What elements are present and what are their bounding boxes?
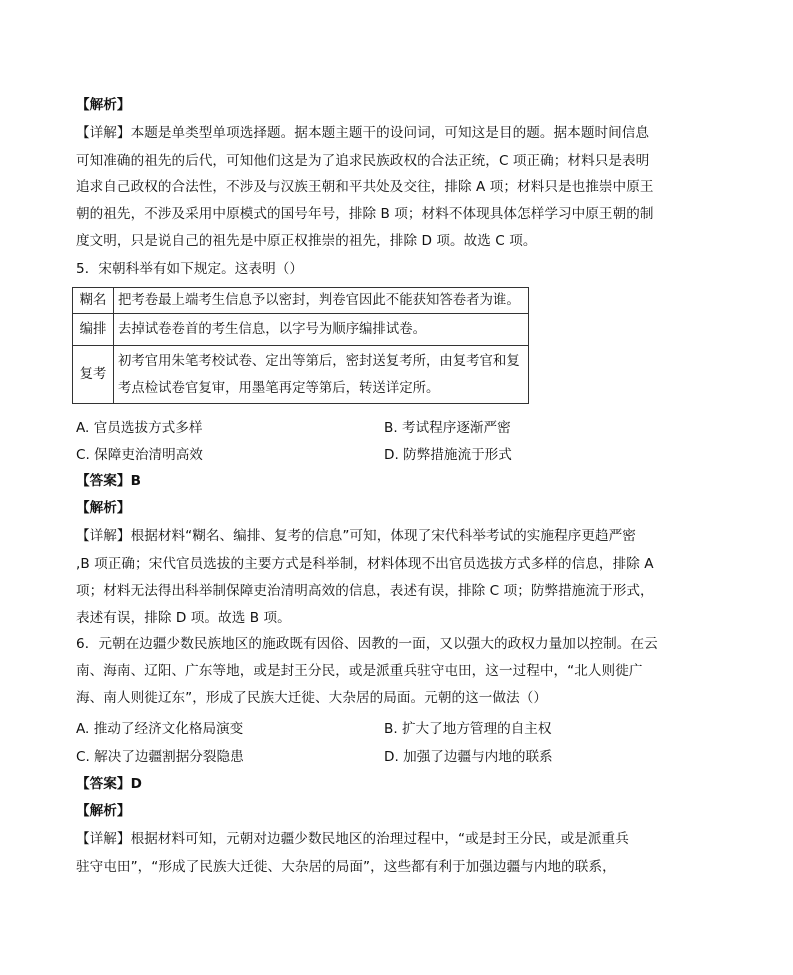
- answer-heading: 【答案】D: [76, 776, 142, 792]
- option-c: C. 解决了边疆割据分裂隐患: [76, 749, 244, 765]
- detail-text-line: 【详解】根据材料可知，元朝对边疆少数民地区的治理过程中，“或是封王分民，或是派重兵: [76, 831, 629, 847]
- detail-text-line: 追求自己政权的合法性，不涉及与汉族王朝和平共处及交往，排除 A 项；材料只是也推崇中原王: [76, 179, 654, 195]
- detail-text-line: 项；材料无法得出科举制保障吏治清明高效的信息，表述有误，排除 C 项；防弊措施流于形式，: [76, 583, 654, 599]
- analysis-heading: 【解析】: [76, 500, 131, 516]
- detail-text-line: 【详解】根据材料“糊名、编排、复考的信息”可知，体现了宋代科举考试的实施程序更趋严密: [76, 528, 636, 544]
- table-value-cell: 初考官用朱笔考校试卷、定出等第后，密封送复考所，由复考官和复考点检试卷官复审，用墨笔再定等第后，转送详定所。: [114, 346, 529, 404]
- question-6-stem: 海、南人则徙辽东”，形成了民族大迁徙、大杂居的局面。元朝的这一做法（）: [76, 690, 547, 706]
- analysis-heading: 【解析】: [76, 97, 131, 113]
- option-a: A. 官员选拔方式多样: [76, 420, 203, 436]
- detail-text-line: 朝的祖先，不涉及采用中原模式的国号年号，排除 B 项；材料不体现具体怎样学习中原王朝的制: [76, 206, 654, 222]
- option-c: C. 保障吏治清明高效: [76, 447, 203, 463]
- table-value-cell: 把考卷最上端考生信息予以密封，判卷官因此不能获知答卷者为谁。: [114, 288, 529, 314]
- detail-text-line: 可知准确的祖先的后代，可知他们这是为了追求民族政权的合法正统，C 项正确；材料只是表明: [76, 153, 650, 169]
- table-row: [73, 288, 529, 314]
- question-5-stem: 5．宋朝科举有如下规定。这表明（）: [76, 261, 303, 277]
- option-d: D. 防弊措施流于形式: [384, 447, 512, 463]
- detail-text-line: 【详解】本题是单类型单项选择题。据本题主题干的设问词，可知这是目的题。据本题时间信息: [76, 125, 650, 141]
- question-6-stem: 6．元朝在边疆少数民族地区的施政既有因俗、因教的一面，又以强大的政权力量加以控制。在云: [76, 636, 658, 652]
- question-6-stem: 南、海南、辽阳、广东等地，或是封王分民，或是派重兵驻守屯田，这一过程中，“北人则徙广: [76, 663, 643, 679]
- option-b: B. 扩大了地方管理的自主权: [384, 721, 552, 737]
- table-key-cell: 复考: [73, 346, 114, 404]
- detail-text-line: 表述有误，排除 D 项。故选 B 项。: [76, 610, 291, 626]
- analysis-heading: 【解析】: [76, 803, 131, 819]
- exam-rules-table: [72, 287, 529, 404]
- option-d: D. 加强了边疆与内地的联系: [384, 749, 553, 765]
- table-key-cell: 糊名: [73, 288, 114, 314]
- table-row: [73, 314, 529, 346]
- table-key-cell: 编排: [73, 314, 114, 346]
- answer-heading: 【答案】B: [76, 473, 141, 489]
- table-value-cell: 去掉试卷卷首的考生信息，以字号为顺序编排试卷。: [114, 314, 529, 346]
- option-b: B. 考试程序逐渐严密: [384, 420, 511, 436]
- detail-text-line: ,B 项正确；宋代官员选拔的主要方式是科举制，材料体现不出官员选拔方式多样的信息，排除 A: [76, 556, 654, 572]
- table-row: [73, 346, 529, 404]
- detail-text-line: 驻守屯田”，“形成了民族大迁徙、大杂居的局面”，这些都有利于加强边疆与内地的联系，: [76, 859, 616, 875]
- detail-text-line: 度文明，只是说自己的祖先是中原正权推崇的祖先，排除 D 项。故选 C 项。: [76, 233, 537, 249]
- option-a: A. 推动了经济文化格局演变: [76, 721, 244, 737]
